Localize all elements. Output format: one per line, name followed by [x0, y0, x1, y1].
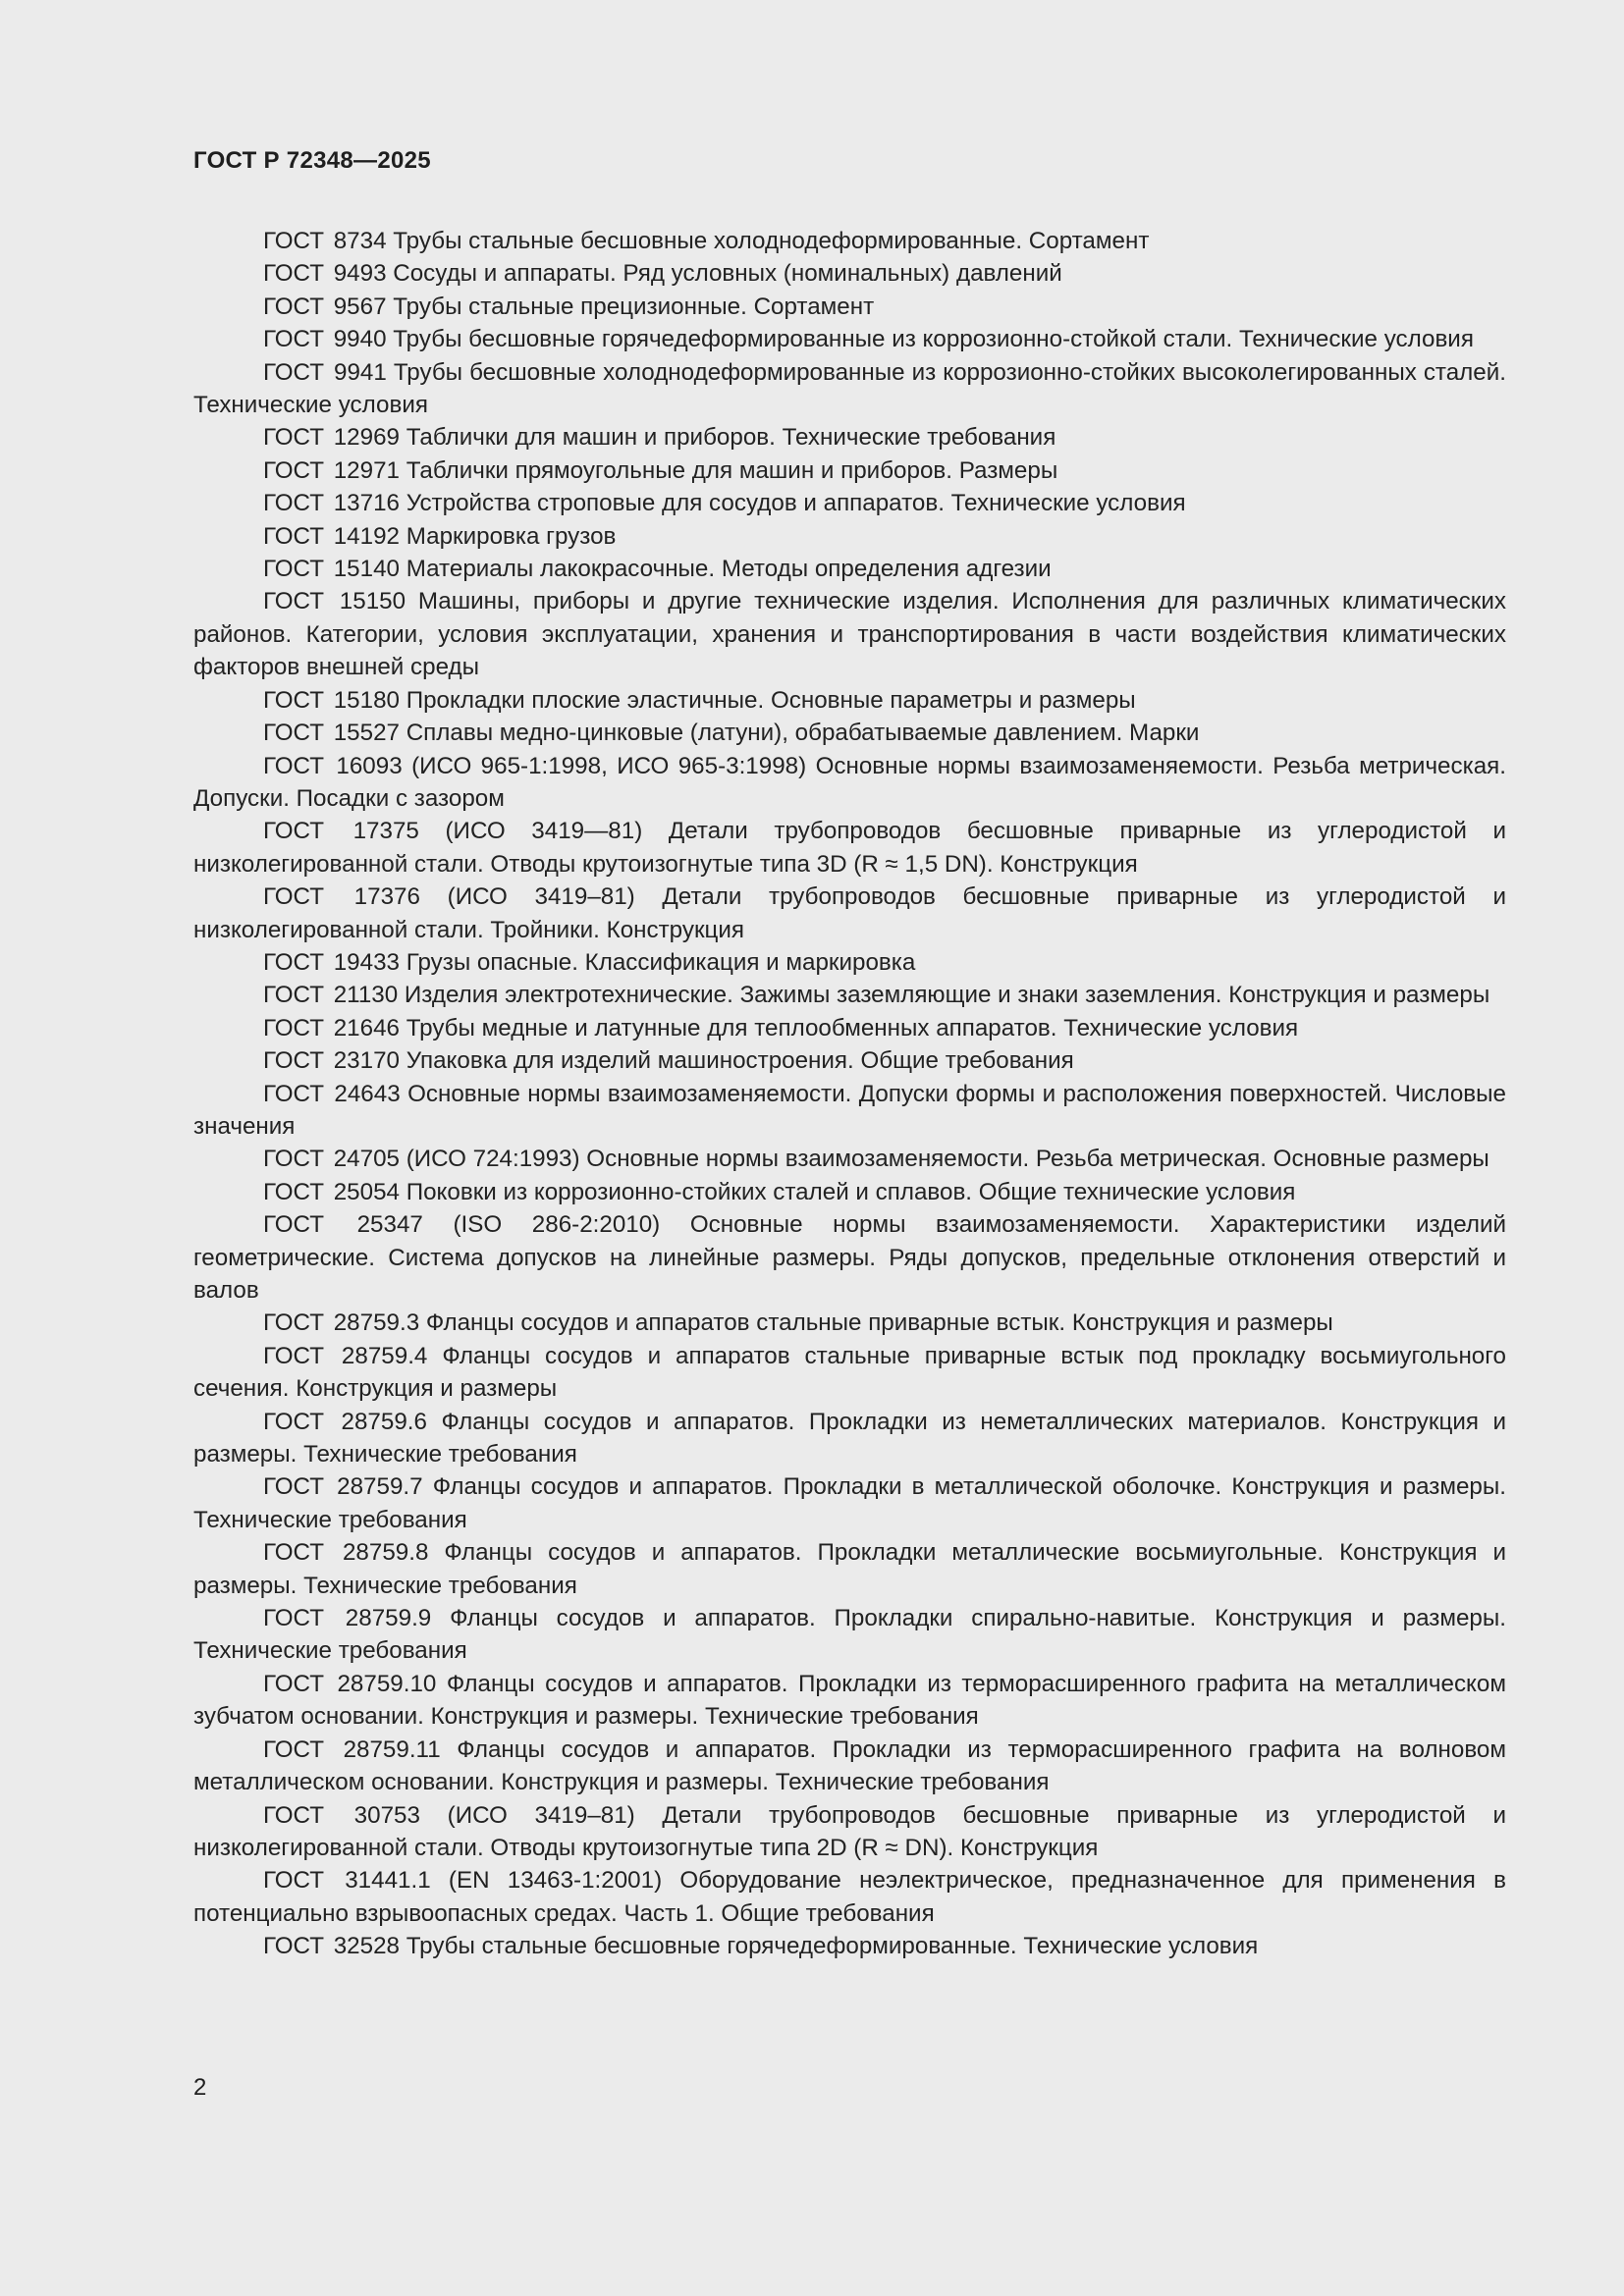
standard-code: ГОСТ 31441.1: [263, 1867, 431, 1895]
standard-code: ГОСТ 28759.3: [263, 1309, 420, 1337]
standard-code: ГОСТ 24705: [263, 1146, 400, 1173]
reference-entry: [193, 815, 1506, 881]
standard-title: Фланцы сосудов и аппаратов. Прокладки из терморасширенного графита на волновом металлическом основании. Конструкция и размеры. Технические требования: [193, 1735, 1506, 1796]
reference-entry: [193, 946, 1506, 979]
reference-entry: [193, 487, 1506, 519]
standard-title: (ИСО 3419—81) Детали трубопроводов бесшовные приварные из углеродистой и низколегированной стали. Отводы крутоизогнутые типа 3D (R ≈ 1,5 DN). Конструкция: [193, 818, 1506, 878]
standard-code: ГОСТ 8734: [263, 228, 387, 254]
standard-title: Основные нормы взаимозаменяемости. Допуски формы и расположения поверхностей. Числовые значения: [193, 1080, 1506, 1140]
standard-title: Фланцы сосудов и аппаратов. Прокладки из неметаллических материалов. Конструкция и размеры. Технические требования: [193, 1408, 1506, 1468]
standard-code: ГОСТ 12971: [263, 456, 400, 484]
reference-entry: [193, 1307, 1506, 1339]
standard-title: Прокладки плоские эластичные. Основные параметры и размеры: [406, 686, 1136, 714]
standard-title: Сплавы медно-цинковые (латуни), обрабатываемые давлением. Марки: [406, 720, 1200, 747]
reference-entry: [193, 225, 1506, 257]
page-number: 2: [193, 2074, 207, 2101]
standard-title: Материалы лакокрасочные. Методы определения адгезии: [406, 556, 1052, 583]
standard-title: Фланцы сосудов и аппаратов. Прокладки металлические восьмиугольные. Конструкция и размеры. Технические требования: [193, 1539, 1506, 1599]
reference-entry: [193, 454, 1506, 487]
standard-code: ГОСТ 9941: [263, 358, 387, 386]
standard-title: Трубы стальные бесшовные горячедеформированные. Технические условия: [406, 1933, 1259, 1960]
standard-code: ГОСТ 28759.9: [263, 1605, 432, 1632]
reference-entry: [193, 1734, 1506, 1799]
reference-entry: [193, 553, 1506, 585]
standard-title: (ИСО 724:1993) Основные нормы взаимозаменяемости. Резьба метрическая. Основные размеры: [406, 1146, 1489, 1173]
reference-entry: [193, 1143, 1506, 1175]
reference-entry: [193, 1078, 1506, 1144]
standard-title: (ИСО 3419–81) Детали трубопроводов бесшовные приварные из углеродистой и низколегированной стали. Отводы крутоизогнутые типа 2D (R ≈ DN). Конструкция: [193, 1801, 1506, 1861]
standard-code: ГОСТ 32528: [263, 1933, 400, 1960]
standard-code: ГОСТ 21646: [263, 1014, 400, 1041]
reference-entry: [193, 684, 1506, 717]
standard-title: Поковки из коррозионно-стойких сталей и сплавов. Общие технические условия: [406, 1178, 1296, 1205]
standard-code: ГОСТ 30753: [263, 1801, 420, 1829]
standard-code: ГОСТ 28759.8: [263, 1539, 429, 1567]
reference-entry: [193, 257, 1506, 290]
standard-code: ГОСТ 9940: [263, 326, 387, 353]
standard-code: ГОСТ 24643: [263, 1080, 401, 1107]
reference-entry: [193, 520, 1506, 553]
reference-entry: [193, 750, 1506, 816]
reference-entry: [193, 881, 1506, 946]
standard-code: ГОСТ 15527: [263, 720, 400, 747]
standard-title: Изделия электротехнические. Зажимы заземляющие и знаки заземления. Конструкция и размеры: [404, 982, 1490, 1009]
standard-code: ГОСТ 14192: [263, 522, 400, 550]
reference-entry: [193, 1176, 1506, 1208]
reference-entry: [193, 585, 1506, 683]
reference-entry: [193, 1044, 1506, 1077]
standard-code: ГОСТ 15150: [263, 588, 406, 615]
reference-entry: [193, 323, 1506, 355]
reference-entry: [193, 1470, 1506, 1536]
standard-title: Таблички для машин и приборов. Технические требования: [406, 424, 1056, 452]
standard-code: ГОСТ 28759.10: [263, 1670, 437, 1697]
standard-title: (ИСО 965-1:1998, ИСО 965-3:1998) Основные нормы взаимозаменяемости. Резьба метрическая. Допуски. Посадки с зазором: [193, 752, 1506, 812]
standard-title: Трубы стальные бесшовные холоднодеформированные. Сортамент: [393, 228, 1150, 254]
standard-title: Трубы бесшовные холоднодеформированные из коррозионно-стойких высоколегированных сталей. Технические условия: [193, 358, 1506, 419]
standard-title: Грузы опасные. Классификация и маркировка: [406, 948, 916, 976]
reference-entry: [193, 1208, 1506, 1307]
reference-entry: [193, 1799, 1506, 1865]
standard-title: Маркировка грузов: [406, 522, 617, 550]
standard-code: ГОСТ 17375: [263, 818, 419, 845]
standard-code: ГОСТ 21130: [263, 982, 399, 1009]
standard-title: (ИСО 3419–81) Детали трубопроводов бесшовные приварные из углеродистой и низколегированной стали. Тройники. Конструкция: [193, 883, 1506, 943]
standard-code: ГОСТ 9493: [263, 260, 387, 288]
reference-entry: [193, 1668, 1506, 1734]
standard-title: Трубы медные и латунные для теплообменных аппаратов. Технические условия: [406, 1014, 1299, 1041]
standard-code: ГОСТ 19433: [263, 948, 400, 976]
standard-title: Упаковка для изделий машиностроения. Общие требования: [406, 1047, 1074, 1075]
standard-title: Сосуды и аппараты. Ряд условных (номинальных) давлений: [393, 260, 1062, 288]
reference-entry: [193, 421, 1506, 454]
standard-title: (EN 13463-1:2001) Оборудование неэлектрическое, предназначенное для применения в потенциально взрывоопасных средах. Часть 1. Общие требования: [193, 1867, 1506, 1927]
reference-entry: [193, 291, 1506, 323]
standard-title: Фланцы сосудов и аппаратов стальные приварные встык под прокладку восьмиугольного сечения. Конструкция и размеры: [193, 1342, 1506, 1403]
standard-code: ГОСТ 28759.6: [263, 1408, 427, 1435]
standard-code: ГОСТ 23170: [263, 1047, 400, 1075]
reference-entry: [193, 1864, 1506, 1930]
standard-title: Фланцы сосудов и аппаратов стальные приварные встык. Конструкция и размеры: [425, 1309, 1333, 1337]
standard-code: ГОСТ 9567: [263, 293, 387, 320]
standard-code: ГОСТ 25054: [263, 1178, 400, 1205]
standard-code: ГОСТ 28759.4: [263, 1342, 428, 1369]
standard-code: ГОСТ 25347: [263, 1211, 423, 1239]
standard-title: Фланцы сосудов и аппаратов. Прокладки спирально-навитые. Конструкция и размеры. Технические требования: [193, 1605, 1506, 1665]
reference-entry: [193, 1602, 1506, 1668]
standard-title: Трубы стальные прецизионные. Сортамент: [393, 293, 875, 320]
standard-code: ГОСТ 16093: [263, 752, 403, 779]
reference-entry: [193, 979, 1506, 1011]
normative-references-list: [193, 225, 1506, 1963]
standard-title: Машины, приборы и другие технические изделия. Исполнения для различных климатических районов. Категории, условия эксплуатации, хранения и транспортирования в части воздействия климатических факторов внешней среды: [193, 588, 1506, 681]
standard-code: ГОСТ 28759.11: [263, 1735, 441, 1763]
standard-title: Фланцы сосудов и аппаратов. Прокладки в металлической оболочке. Конструкция и размеры. Технические требования: [193, 1473, 1506, 1533]
standard-code: ГОСТ 12969: [263, 424, 400, 452]
standard-code: ГОСТ 15180: [263, 686, 400, 714]
standard-title: Устройства строповые для сосудов и аппаратов. Технические условия: [406, 490, 1186, 517]
document-designation: ГОСТ Р 72348—2025: [193, 147, 431, 174]
standard-title: Таблички прямоугольные для машин и приборов. Размеры: [406, 456, 1058, 484]
reference-entry: [193, 1012, 1506, 1044]
standard-title: Фланцы сосудов и аппаратов. Прокладки из терморасширенного графита на металлическом зубчатом основании. Конструкция и размеры. Технические требования: [193, 1670, 1506, 1731]
reference-entry: [193, 1406, 1506, 1471]
standard-code: ГОСТ 13716: [263, 490, 400, 517]
standard-title: Трубы бесшовные горячедеформированные из коррозионно-стойкой стали. Технические условия: [393, 326, 1474, 353]
reference-entry: [193, 717, 1506, 749]
reference-entry: [193, 1930, 1506, 1962]
standard-code: ГОСТ 17376: [263, 883, 420, 911]
reference-entry: [193, 1536, 1506, 1602]
standard-title: (ISO 286-2:2010) Основные нормы взаимозаменяемости. Характеристики изделий геометрические. Система допусков на линейные размеры. Ряды допусков, предельные отклонения отверстий и валов: [193, 1211, 1506, 1304]
reference-entry: [193, 356, 1506, 422]
standard-code: ГОСТ 15140: [263, 556, 400, 583]
standard-code: ГОСТ 28759.7: [263, 1473, 423, 1501]
reference-entry: [193, 1340, 1506, 1406]
